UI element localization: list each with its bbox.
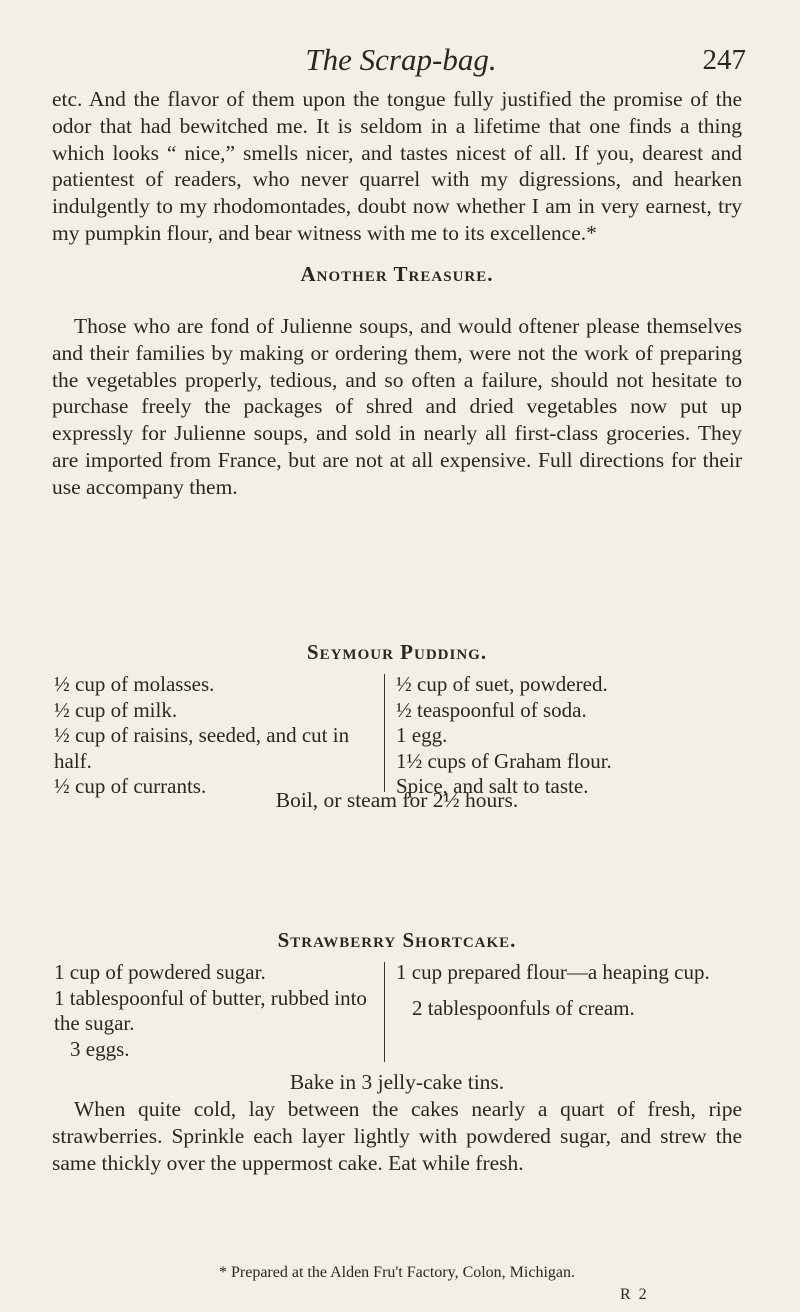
ingredients-right: [396, 960, 742, 1021]
page-number: 247: [702, 44, 746, 76]
ingredient: 1 egg.: [396, 723, 448, 747]
paragraph-julienne: Those who are fond of Julienne soups, and would oftener please themselves and their families by making or ordering them, were not the work of preparing the vegetables properly, tedious, and so often a failure, should not hesitate to purchase freely the packages of shred and dried vegetables now put up expressly for Julienne soups, and sold in nearly all first-class groceries. They are imported from France, but are not at all expensive. Full directions for their use accompany them.: [52, 314, 742, 499]
signature-mark: R 2: [620, 1286, 649, 1303]
heading-another-treasure: Another Treasure.: [300, 262, 494, 286]
ingredient: ½ cup of suet, powdered.: [396, 672, 608, 696]
ingredient: Spice, and salt to taste.: [396, 774, 589, 798]
intro-paragraph: etc. And the flavor of them upon the tongue fully justified the promise of the odor that had bewitched me. It is seldom in a lifetime that one finds a thing which looks “ nice,” smells nicer, and tastes nicest of all. If you, dearest and patientest of readers, who never quarrel with my digressions, and hearken indulgently to my rhodomontades, doubt now whether I am in very earnest, try my pumpkin flour, and bear witness with me to its excellence.*: [52, 87, 742, 245]
ingredients-right: [396, 672, 742, 800]
seymour-instructions: Boil, or steam for 2½ hours.: [275, 788, 519, 812]
ingredient: ½ cup of raisins, seeded, and cut in half.: [54, 723, 350, 773]
ingredient: 2 tablespoonfuls of cream.: [412, 995, 635, 1020]
heading-strawberry-shortcake: Strawberry Shortcake.: [277, 928, 517, 952]
strawberry-baking-instruction: Bake in 3 jelly-cake tins.: [289, 1070, 505, 1094]
column-divider: [384, 962, 385, 1062]
ingredient: 3 eggs.: [70, 1036, 130, 1061]
ingredient: ½ cup of milk.: [54, 697, 178, 722]
ingredients-left: [54, 960, 372, 1062]
ingredient: ½ cup of currants.: [54, 774, 207, 798]
ingredient: ½ cup of molasses.: [54, 672, 215, 696]
paragraph-strawberry: When quite cold, lay between the cakes nearly a quart of fresh, ripe strawberries. Sprinkle each layer lightly with powdered sugar, and strew the same thickly over the uppermost cake. Eat while fresh.: [52, 1097, 742, 1175]
ingredient: 1 tablespoonful of butter, rubbed into the sugar.: [54, 985, 367, 1035]
ingredient: 1½ cups of Graham flour.: [396, 748, 612, 773]
column-divider: [384, 674, 385, 792]
running-title: The Scrap-bag.: [305, 42, 497, 77]
ingredient: 1 cup of powdered sugar.: [54, 960, 266, 984]
footnote: * Prepared at the Alden Fru't Factory, Colon, Michigan.: [219, 1264, 575, 1281]
ingredient: 1 cup prepared flour—a heaping cup.: [396, 960, 710, 984]
ingredients-left: [54, 672, 372, 800]
heading-seymour-pudding: Seymour Pudding.: [306, 640, 488, 664]
recipe-strawberry-shortcake: [52, 960, 742, 1066]
ingredient: ½ teaspoonful of soda.: [396, 697, 587, 722]
recipe-seymour-pudding: [52, 672, 742, 798]
page-header: [56, 42, 746, 78]
